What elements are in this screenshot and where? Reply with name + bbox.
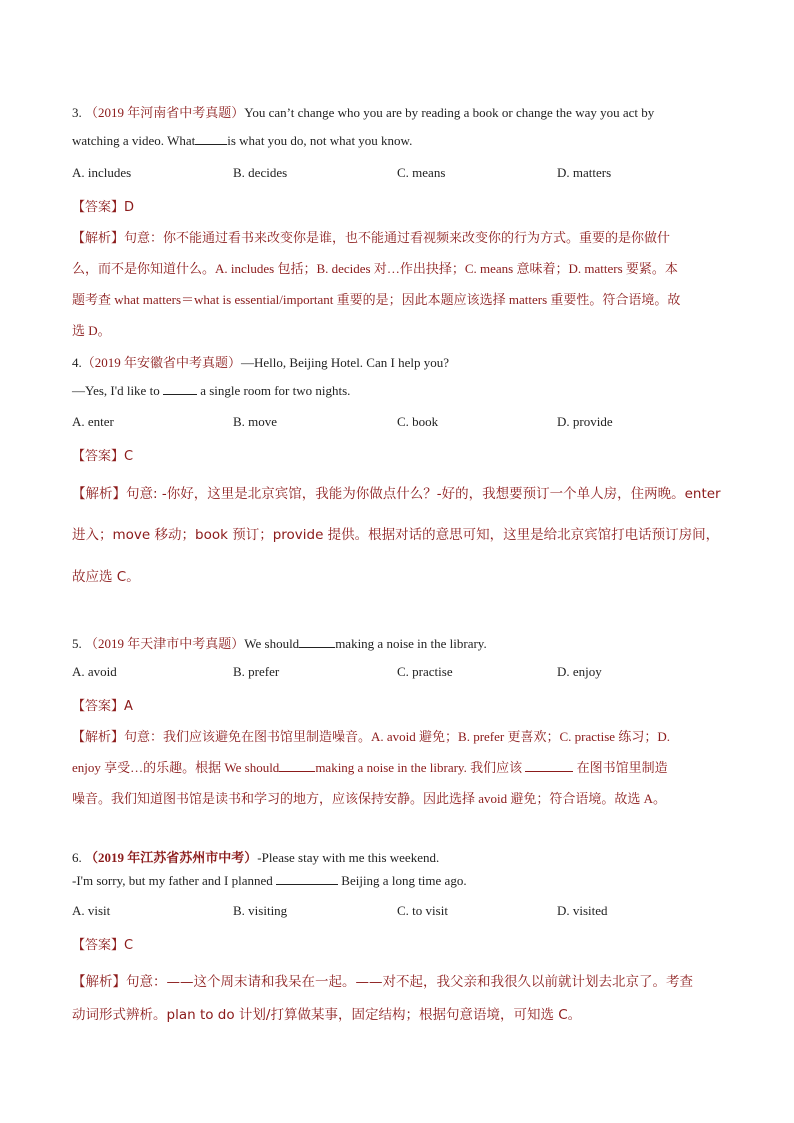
q4-stem-line2 — [72, 383, 350, 399]
q3-option-a: A. includes — [72, 165, 132, 180]
q6-blank — [276, 873, 338, 885]
q6-answer-tag: 【答案】 — [72, 938, 125, 953]
q5-answer-tag: 【答案】 — [72, 699, 125, 714]
q4-analysis-line3: 故应选 C。 — [72, 569, 140, 585]
q4-answer-tag: 【答案】 — [72, 449, 125, 464]
q5-answer — [72, 695, 133, 714]
q4-analysis-line2: 进入；move 移动；book 预订；provide 提供。根据对话的意思可知，这里是给北京宾馆打电话预订房间， — [72, 527, 720, 543]
q3-analysis1: 句意：你不能通过看书来改变你是谁，也不能通过看视频来改变你的行为方式。重要的是你做什 — [124, 230, 671, 245]
q5-analysis2a: enjoy 享受…的乐趣。根据 We should — [72, 760, 280, 775]
q3-option-b: B. decides — [233, 165, 288, 180]
q4-option-d: D. provide — [557, 414, 613, 429]
q6-number: 6. — [72, 850, 82, 865]
q3-stem-line2 — [72, 133, 412, 149]
q4-option-b: B. move — [233, 414, 278, 429]
q3-analysis-line4: 选 D。 — [72, 323, 111, 338]
q3-source: （2019 年河南省中考真题） — [85, 105, 245, 120]
q4-blank — [163, 383, 197, 395]
q4-option-a: A. enter — [72, 414, 114, 429]
q4-text1: —Hello, Beijing Hotel. Can I help you? — [241, 355, 449, 370]
q3-answer-value: D — [124, 200, 135, 215]
q3-answer-tag: 【答案】 — [72, 200, 125, 215]
q5-analysis-line2 — [72, 757, 668, 776]
q6-answer-value: C — [124, 938, 134, 953]
q5-analysis-blank1 — [279, 760, 315, 772]
q6-option-a: A. visit — [72, 903, 111, 918]
q5-analysis2b: making a noise in the library. 我们应该 — [315, 760, 523, 775]
q5-stem-line1 — [72, 633, 487, 652]
q6-option-d: D. visited — [557, 903, 608, 918]
q6-source: （2019 年江苏省苏州市中考） — [85, 850, 258, 865]
q6-stem-line2 — [72, 873, 467, 889]
q5-option-b: B. prefer — [233, 664, 280, 679]
q3-text2a: watching a video. What — [72, 133, 196, 148]
q5-answer-value: A — [124, 699, 133, 714]
q6-option-b: B. visiting — [233, 903, 288, 918]
q3-analysis-line3: 题考查 what matters＝what is essential/important 重要的是；因此本题应该选择 matters 重要性。符合语境。故 — [72, 292, 681, 307]
q4-source: （2019 年安徽省中考真题） — [81, 355, 242, 370]
q3-option-c: C. means — [397, 165, 446, 180]
q6-answer — [72, 934, 133, 953]
q4-analysis-line1 — [72, 482, 721, 502]
q3-blank — [195, 133, 227, 145]
q3-stem-line1 — [72, 102, 654, 121]
q4-text2b: a single room for two nights. — [200, 383, 351, 398]
q4-answer-value: C — [124, 449, 134, 464]
q5-analysis-tag: 【解析】 — [72, 730, 125, 745]
q5-option-a: A. avoid — [72, 664, 117, 679]
q3-text1: You can’t change who you are by reading a book or change the way you act by — [244, 105, 655, 120]
q5-number: 5. — [72, 636, 82, 651]
q5-analysis-blank2 — [525, 760, 573, 772]
q4-answer — [72, 445, 133, 464]
q5-option-c: C. practise — [397, 664, 453, 679]
q6-analysis1: 句意：——这个周末请和我呆在一起。——对不起，我父亲和我很久以前就计划去北京了。考查 — [126, 974, 693, 990]
q6-stem-line1 — [72, 847, 439, 866]
q5-text1b: making a noise in the library. — [335, 636, 487, 651]
q5-analysis-line1 — [72, 726, 670, 745]
q5-option-d: D. enjoy — [557, 664, 602, 679]
q4-analysis-tag: 【解析】 — [72, 486, 126, 502]
q6-text1: -Please stay with me this weekend. — [257, 850, 440, 865]
q6-text2b: Beijing a long time ago. — [341, 873, 467, 888]
q5-blank — [299, 636, 335, 648]
q6-analysis-line1 — [72, 970, 693, 990]
q3-analysis-line2: 么，而不是你知道什么。A. includes 包括；B. decides 对…作出抉择；C. means 意味着；D. matters 要紧。本 — [72, 261, 678, 276]
q3-answer — [72, 196, 134, 215]
q5-source: （2019 年天津市中考真题） — [85, 636, 245, 651]
q4-text2a: —Yes, I'd like to — [72, 383, 160, 398]
q3-analysis-tag: 【解析】 — [72, 231, 125, 246]
q3-option-d: D. matters — [557, 165, 612, 180]
q4-option-c: C. book — [397, 414, 439, 429]
q3-analysis-line1 — [72, 227, 670, 246]
q6-text2a: -I'm sorry, but my father and I planned — [72, 873, 273, 888]
q4-number: 4. — [72, 355, 82, 370]
q5-text1a: We should — [244, 636, 300, 651]
q5-analysis-line3: 噪音。我们知道图书馆是读书和学习的地方，应该保持安静。因此选择 avoid 避免；符合语境。故选 A。 — [72, 791, 667, 806]
q6-analysis-line2: 动词形式辨析。plan to do 计划/打算做某事，固定结构；根据句意语境，可知选 C。 — [72, 1007, 582, 1023]
q4-stem-line1 — [72, 352, 449, 371]
q5-analysis2c: 在图书馆里制造 — [576, 760, 668, 775]
q6-option-c: C. to visit — [397, 903, 448, 918]
q4-analysis1: 句意: -你好，这里是北京宾馆，我能为你做点什么？-好的，我想要预订一个单人房，住两晚。enter — [126, 486, 721, 502]
q6-analysis-tag: 【解析】 — [72, 974, 126, 990]
q5-analysis1: 句意：我们应该避免在图书馆里制造噪音。A. avoid 避免；B. prefer 更喜欢；C. practise 练习；D. — [124, 729, 670, 744]
q3-number: 3. — [72, 105, 82, 120]
q3-text2b: is what you do, not what you know. — [227, 133, 413, 148]
